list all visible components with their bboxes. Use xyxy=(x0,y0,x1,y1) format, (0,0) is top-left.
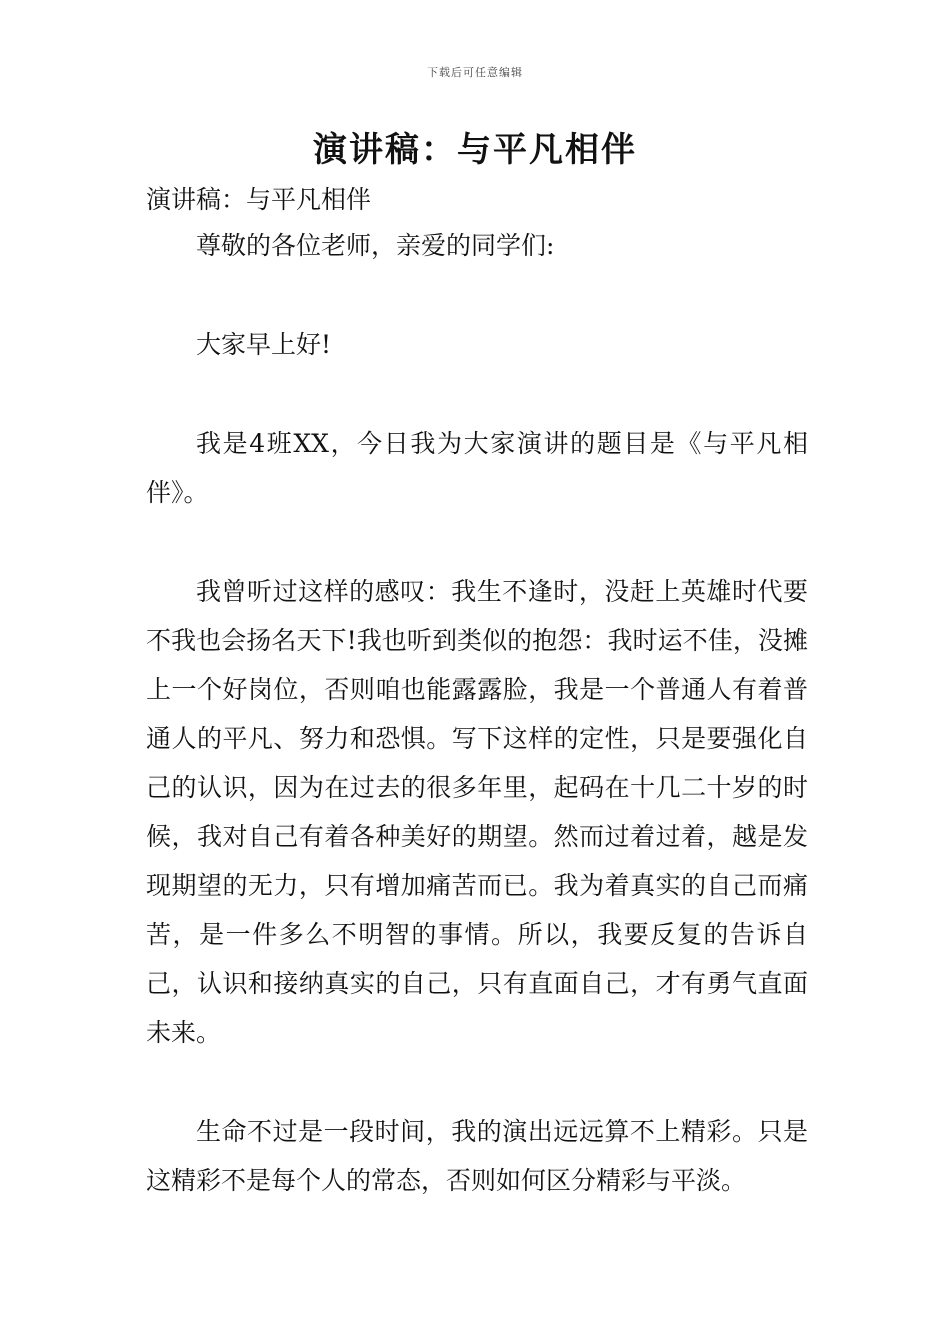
header-note: 下载后可任意编辑 xyxy=(427,66,523,79)
document-body xyxy=(146,181,808,1205)
document-subtitle: 演讲稿：与平凡相伴 xyxy=(146,185,372,214)
paragraph-reflection: 我曾听过这样的感叹：我生不逢时，没赶上英雄时代要不我也会扬名天下!我也听到类似的抱怨：我时运不佳，没摊上一个好岗位，否则咱也能露露脸，我是一个普通人有着普通人的平凡、努力和恐惧。写下这样的定性，只是要强化自己的认识，因为在过去的很多年里，起码在十几二十岁的时候，我对自己有着各种美好的期望。然而过着过着，越是发现期望的无力，只有增加痛苦而已。我为着真实的自己而痛苦，是一件多么不明智的事情。所以，我要反复的告诉自己，认识和接纳真实的自己，只有直面自己，才有勇气直面未来。 xyxy=(146,577,808,1047)
document-title: 演讲稿：与平凡相伴 xyxy=(313,130,637,170)
paragraph-life: 生命不过是一段时间，我的演出远远算不上精彩。只是这精彩不是每个人的常态，否则如何区分精彩与平淡。 xyxy=(146,1117,808,1195)
paragraph-morning: 大家早上好! xyxy=(196,330,332,359)
paragraph-introduction: 我是4班XX，今日我为大家演讲的题目是《与平凡相伴》。 xyxy=(146,429,808,507)
paragraph-greeting: 尊敬的各位老师，亲爱的同学们: xyxy=(196,231,555,260)
